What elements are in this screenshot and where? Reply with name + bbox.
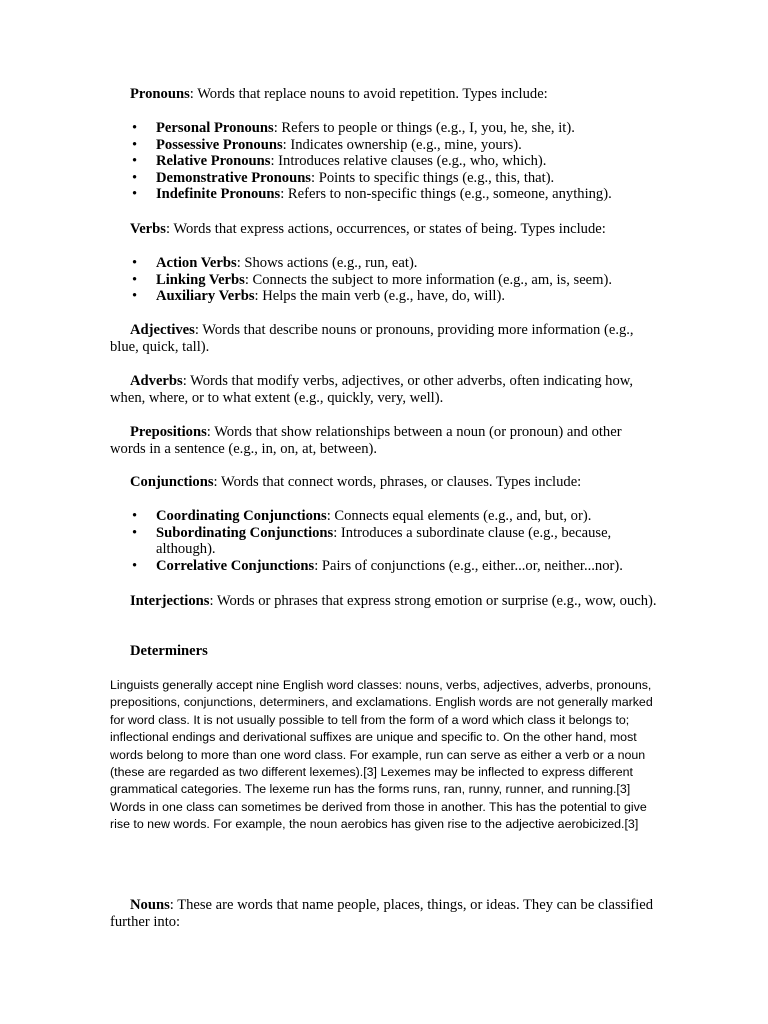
nouns-desc: : These are words that name people, places, things, or ideas. They can be classified further into: xyxy=(110,897,654,930)
pronouns-desc: : Words that replace nouns to avoid repetition. Types include: xyxy=(189,86,548,102)
list-item-desc: : Helps the main verb (e.g., have, do, will). xyxy=(254,288,505,305)
pronouns-paragraph xyxy=(110,86,658,103)
interjections-paragraph xyxy=(110,593,658,610)
list-item xyxy=(130,508,660,525)
list-item-desc: : Refers to people or things (e.g., I, you, he, she, it). xyxy=(273,120,575,136)
adjectives-desc: : Words that describe nouns or pronouns, providing more information (e.g., blue, quick, tall). xyxy=(110,322,634,355)
list-item-term: Personal Pronouns xyxy=(156,120,274,136)
list-item-term: Relative Pronouns xyxy=(156,153,271,170)
conjunctions-paragraph xyxy=(110,474,658,491)
list-item-term: Possessive Pronouns xyxy=(156,136,283,153)
adverbs-desc: : Words that modify verbs, adjectives, or other adverbs, often indicating how, when, where, or to what extent (e.g., quickly, very, well). xyxy=(110,373,634,406)
list-item-term: Indefinite Pronouns xyxy=(156,186,281,203)
list-item-term: Subordinating Conjunctions xyxy=(156,524,334,541)
adjectives-paragraph xyxy=(110,322,658,355)
prepositions-term: Prepositions xyxy=(130,424,207,440)
list-item xyxy=(130,272,660,289)
verbs-term: Verbs xyxy=(130,221,166,237)
list-item xyxy=(130,153,660,170)
conjunction-types-list xyxy=(130,508,660,574)
list-item xyxy=(130,255,660,272)
list-item-term: Demonstrative Pronouns xyxy=(156,169,311,186)
adverbs-paragraph xyxy=(110,373,658,406)
list-item-desc: : Shows actions (e.g., run, eat). xyxy=(236,255,418,271)
determiners-heading xyxy=(130,643,208,660)
prepositions-desc: : Words that show relationships between a noun (or pronoun) and other words in a sentence (e.g., in, on, at, between). xyxy=(110,424,622,457)
list-item-desc: : Refers to non-specific things (e.g., someone, anything). xyxy=(280,186,612,203)
determiners-term: Determiners xyxy=(130,643,208,659)
list-item-desc: : Points to specific things (e.g., this, that). xyxy=(311,169,555,186)
list-item-desc: : Pairs of conjunctions (e.g., either...or, neither...nor). xyxy=(314,557,623,574)
nouns-term: Nouns xyxy=(130,897,170,913)
verbs-paragraph xyxy=(110,221,658,238)
verb-types-list xyxy=(130,255,660,305)
interjections-desc: : Words or phrases that express strong emotion or surprise (e.g., wow, ouch). xyxy=(209,593,657,609)
pronouns-term: Pronouns xyxy=(130,86,190,102)
list-item-term: Action Verbs xyxy=(156,255,237,271)
prepositions-paragraph xyxy=(110,424,658,457)
conjunctions-term: Conjunctions xyxy=(130,474,214,490)
interjections-term: Interjections xyxy=(130,593,210,609)
list-item-desc: : Introduces relative clauses (e.g., who, which). xyxy=(270,153,547,170)
nouns-paragraph xyxy=(110,897,658,930)
list-item-term: Auxiliary Verbs xyxy=(156,288,255,305)
list-item xyxy=(130,186,660,203)
list-item-desc: : Indicates ownership (e.g., mine, yours). xyxy=(282,136,522,153)
list-item xyxy=(130,120,660,137)
verbs-desc: : Words that express actions, occurrences, or states of being. Types include: xyxy=(165,221,606,237)
list-item xyxy=(130,170,660,187)
list-item-term: Correlative Conjunctions xyxy=(156,557,315,574)
list-item-desc: : Connects the subject to more information (e.g., am, is, seem). xyxy=(244,271,613,288)
list-item-desc: : Introduces a subordinate clause (e.g., because, although). xyxy=(156,524,612,558)
list-item-term: Linking Verbs xyxy=(156,271,245,288)
list-item-term: Coordinating Conjunctions xyxy=(156,508,327,524)
list-item-desc: : Connects equal elements (e.g., and, but, or). xyxy=(326,508,592,524)
adverbs-term: Adverbs xyxy=(130,373,183,389)
pronoun-types-list xyxy=(130,120,660,203)
word-classes-paragraph: Linguists generally accept nine English word classes: nouns, verbs, adjectives, adverbs, pronouns, prepositions, conjunctions, determiners, and exclamations. English words are not generally marked for word class. It is not usually possible to tell from the form of a word which class it belongs to; inflectional endings and derivational suffixes are unique and specific to. On the other hand, most words belong to more than one word class. For example, run can serve as either a verb or a noun (these are regarded as two different lexemes).[3] Lexemes may be inflected to express different grammatical categories. The lexeme run has the forms runs, ran, runny, runner, and running.[3] Words in one class can sometimes be derived from those in another. This has the potential to give rise to new words. For example, the noun aerobics has given rise to the adjective aerobicized.[3] xyxy=(110,678,653,832)
list-item xyxy=(130,288,660,305)
adjectives-term: Adjectives xyxy=(130,322,195,338)
list-item xyxy=(130,525,660,558)
list-item xyxy=(130,558,660,575)
conjunctions-desc: : Words that connect words, phrases, or clauses. Types include: xyxy=(213,474,582,490)
list-item xyxy=(130,137,660,154)
